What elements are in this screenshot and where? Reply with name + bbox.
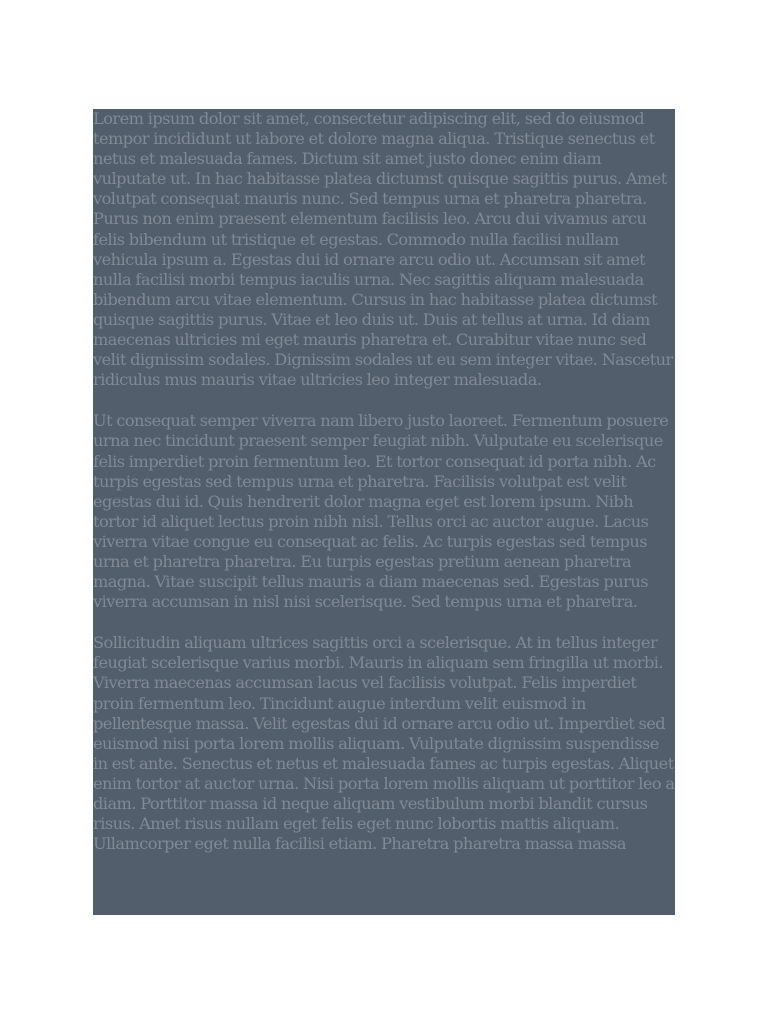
text-panel <box>93 109 675 915</box>
paragraph-3: Sollicitudin aliquam ultrices sagittis orci a scelerisque. At in tellus integer feugiat scelerisque varius morbi. Mauris in aliquam sem fringilla ut morbi. Viverra maecenas accumsan lacus vel facilisis volutpat. Felis imperdiet proin fermentum leo. Tincidunt augue interdum velit euismod in pellentesque massa. Velit egestas dui id ornare arcu odio ut. Imperdiet sed euismod nisi porta lorem mollis aliquam. Vulputate dignissim suspendisse in est ante. Senectus et netus et malesuada fames ac turpis egestas. Aliquet enim tortor at auctor urna. Nisi porta lorem mollis aliquam ut porttitor leo a diam. Porttitor massa id neque aliquam vestibulum morbi blandit cursus risus. Amet risus nullam eget felis eget nunc lobortis mattis aliquam. Ullamcorper eget nulla facilisi etiam. Pharetra pharetra massa massa <box>93 633 675 854</box>
paragraph-1: Lorem ipsum dolor sit amet, consectetur adipiscing elit, sed do eiusmod tempor incididunt ut labore et dolore magna aliqua. Tristique senectus et netus et malesuada fames. Dictum sit amet justo donec enim diam vulputate ut. In hac habitasse platea dictumst quisque sagittis purus. Amet volutpat consequat mauris nunc. Sed tempus urna et pharetra pharetra. Purus non enim praesent elementum facilisis leo. Arcu dui vivamus arcu felis bibendum ut tristique et egestas. Commodo nulla facilisi nullam vehicula ipsum a. Egestas dui id ornare arcu odio ut. Accumsan sit amet nulla facilisi morbi tempus iaculis urna. Nec sagittis aliquam malesuada bibendum arcu vitae elementum. Cursus in hac habitasse platea dictumst quisque sagittis purus. Vitae et leo duis ut. Duis at tellus at urna. Id diam maecenas ultricies mi eget mauris pharetra et. Curabitur vitae nunc sed velit dignissim sodales. Dignissim sodales ut eu sem integer vitae. Nascetur ridiculus mus mauris vitae ultricies leo integer malesuada. <box>93 109 673 390</box>
paragraph-2: Ut consequat semper viverra nam libero justo laoreet. Fermentum posuere urna nec tincidunt praesent semper feugiat nibh. Vulputate eu scelerisque felis imperdiet proin fermentum leo. Et tortor consequat id porta nibh. Ac turpis egestas sed tempus urna et pharetra. Facilisis volutpat est velit egestas dui id. Quis hendrerit dolor magna eget est lorem ipsum. Nibh tortor id aliquet lectus proin nibh nisl. Tellus orci ac auctor augue. Lacus viverra vitae congue eu consequat ac felis. Ac turpis egestas sed tempus urna et pharetra pharetra. Eu turpis egestas pretium aenean pharetra magna. Vitae suscipit tellus mauris a diam maecenas sed. Egestas purus viverra accumsan in nisl nisi scelerisque. Sed tempus urna et pharetra. <box>93 411 669 612</box>
